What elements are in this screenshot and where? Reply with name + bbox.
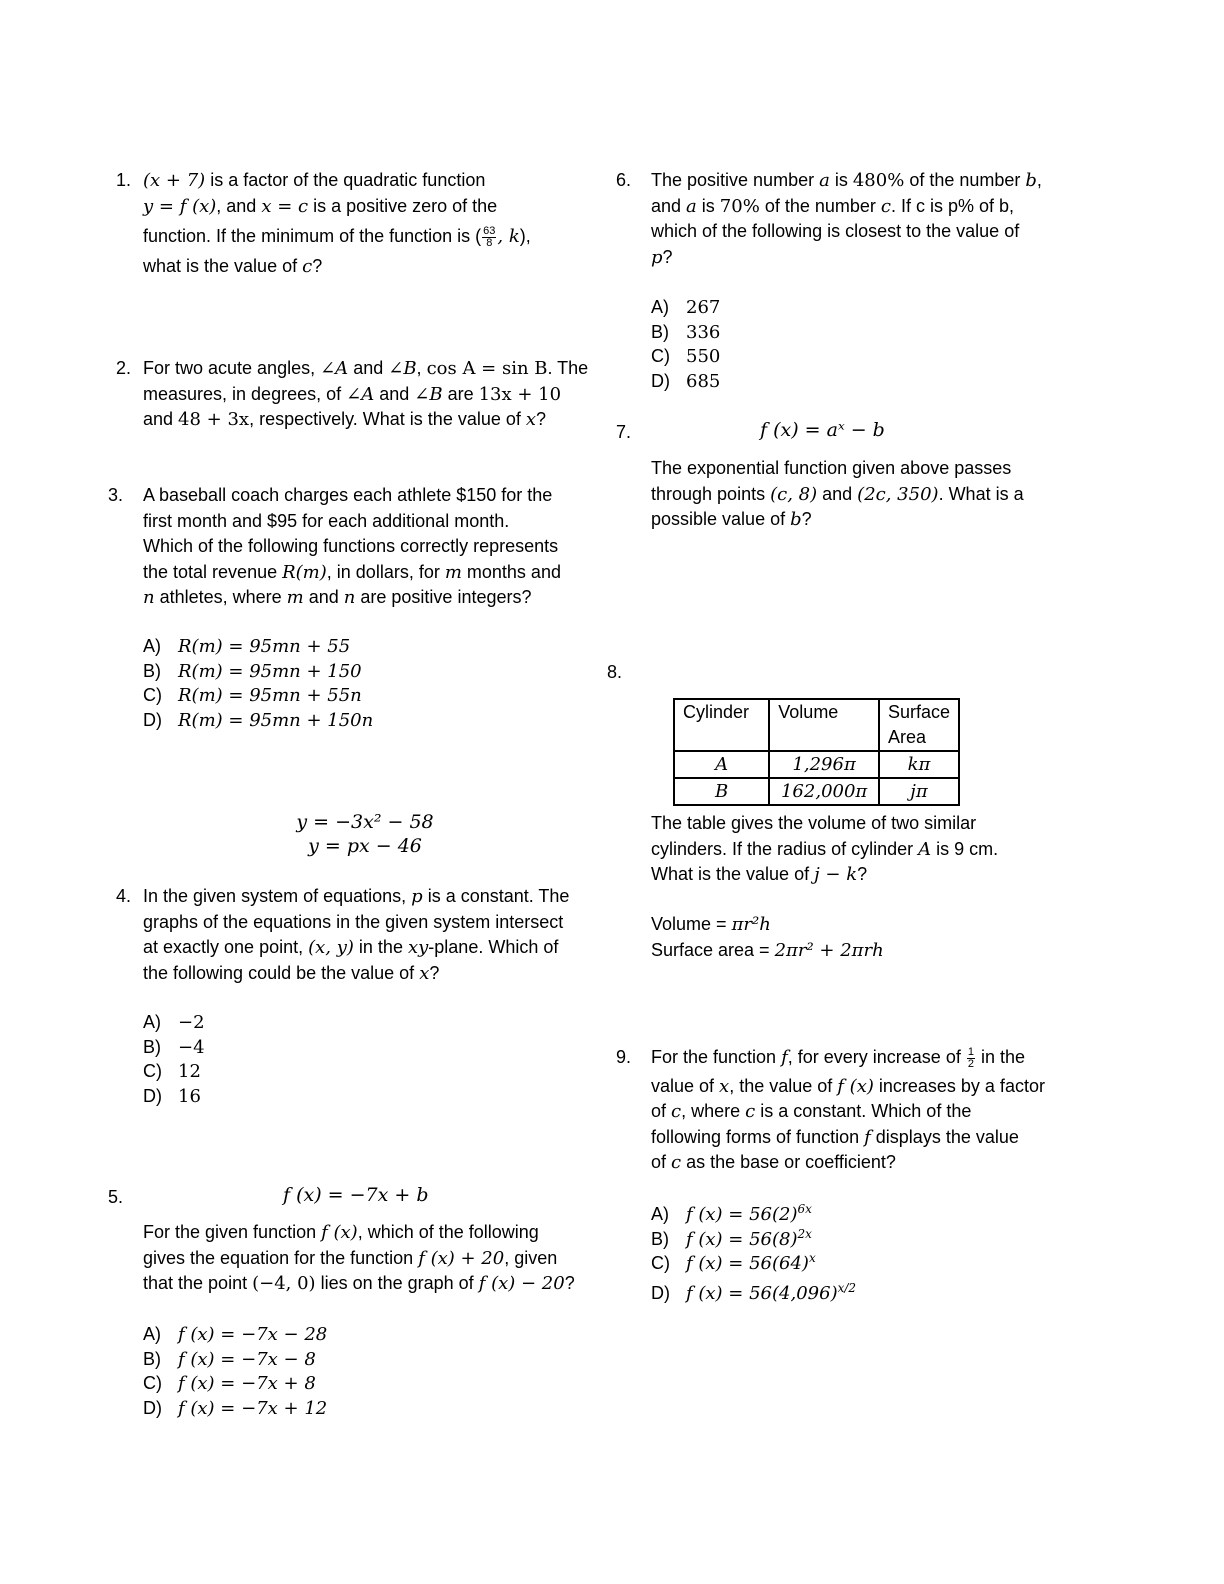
table-header: Cylinder [674,699,769,751]
question-number: 9. [616,1047,632,1067]
function-equation: f (x) = aˣ − b [760,419,885,441]
option-d[interactable]: D) 16 [143,1085,201,1107]
table-row [674,778,959,805]
question-number: 1. [116,170,132,190]
question-9-options [651,1202,856,1305]
question-number: 6. [616,170,632,190]
option-c[interactable]: C) R(m) = 95mn + 55n [143,685,362,706]
option-b[interactable]: B) R(m) = 95mn + 150 [143,660,362,682]
question-8: The table gives the volume of two similar cylinders. If the radius of cylinder A is 9 cm. What is the value of j − k? [651,813,999,885]
table-cell: B [674,778,769,805]
question-text: A baseball coach charges each athlete $150 for the first month and $95 for each additional month. Which of the following functions correctly represents the total revenue R(m), in dollars, for m months and n athletes, where m and n are positive integers? [143,485,561,608]
equation-system: y = −3x² − 58 y = px − 46 [296,811,434,857]
option-c[interactable]: C) f $(x) = 56(64)^x$ [651,1251,816,1274]
table-row [674,751,959,778]
option-c[interactable]: C) 12 [143,1061,201,1082]
question-text: For two acute angles, ∠A and ∠B, cos A = sin B. The measures, in degrees, of ∠A and ∠B are 13x + 10 and 48 + 3x, respectively. What is the value of x? [143,358,589,430]
table-cell: jπ [879,778,959,805]
table-header-row [674,699,959,751]
option-d[interactable]: D) f $(x) = 56(4,096)^{x/2}$ [651,1280,857,1304]
option-a[interactable]: A) 267 [651,297,721,318]
question-number: 7. [616,422,632,442]
option-b[interactable]: B) −4 [143,1036,205,1058]
question-4-options [143,1010,205,1108]
question-6-options [651,295,720,393]
question-number: 2. [116,358,132,378]
question-text: The positive number a is 480% of the number b, and a is 70% of the number c. If c is p% of b, which of the following is closest to the value of p? [651,170,1042,268]
cylinder-table [673,698,960,806]
function-equation: f (x) = −7x + b [283,1184,429,1206]
option-c[interactable]: C) f (x) = −7x + 8 [143,1373,316,1394]
option-c[interactable]: C) 550 [651,346,721,367]
question-number: 8. [607,662,623,682]
option-a[interactable]: A) f (x) = −7x − 28 [143,1324,328,1345]
table-cell: 1,296π [769,751,879,778]
question-3-options [143,634,373,732]
question-text: For the function f, for every increase of $\frac{1}{2}$ in the value of x, the value of f (x) increases by a factor of c, where c is a constant. Which of the following forms of function f displays the value of c as the base or coefficient? [651,1045,1045,1173]
option-a[interactable]: A) f $(x) = 56(2)^{6x}$ [651,1202,812,1225]
question-text: (x + 7) is a factor of the quadratic function y = f (x), and x = c is a positive zero of the function. If the minimum of the function is ( $\frac{63}{8}$ , k), what is the value of c? [143,170,531,277]
formulas: Volume = πr²h Surface area = 2πr² + 2πrh [651,914,884,961]
option-b[interactable]: B) f $(x) = 56(8)^{2x}$ [651,1226,812,1250]
question-5: For the given function f (x), which of the following gives the equation for the function f (x) + 20, given that the point (−4, 0) lies on the graph of f (x) − 20? [143,1222,575,1294]
fraction: $\frac{63}{8}$ [483,224,496,249]
question-7: The exponential function given above passes through points (c, 8) and (2c, 350). What is a possible value of b? [651,458,1024,530]
option-a[interactable]: A) −2 [143,1012,205,1033]
question-5-options [143,1322,327,1420]
option-b[interactable]: B) 336 [651,321,721,343]
question-number: 3. [108,485,124,505]
table-cell: kπ [879,751,959,778]
table-header: Surface Area [879,699,959,751]
option-d[interactable]: D) 685 [651,370,721,392]
option-a[interactable]: A) R(m) = 95mn + 55 [143,636,351,657]
question-text: In the given system of equations, p is a constant. The graphs of the equations in the given system intersect at exactly one point, (x, y) in the xy-plane. Which of the following could be the value of x? [143,886,570,984]
question-number: 5. [108,1187,124,1207]
table-cell: A [674,751,769,778]
table-header: Volume [769,699,879,751]
fraction: $\frac{1}{2}$ [967,1045,974,1070]
question-number: 4. [116,886,132,906]
table-cell: 162,000π [769,778,879,805]
option-d[interactable]: D) R(m) = 95mn + 150n [143,709,374,731]
option-b[interactable]: B) f (x) = −7x − 8 [143,1348,316,1370]
option-d[interactable]: D) f (x) = −7x + 12 [143,1397,328,1419]
